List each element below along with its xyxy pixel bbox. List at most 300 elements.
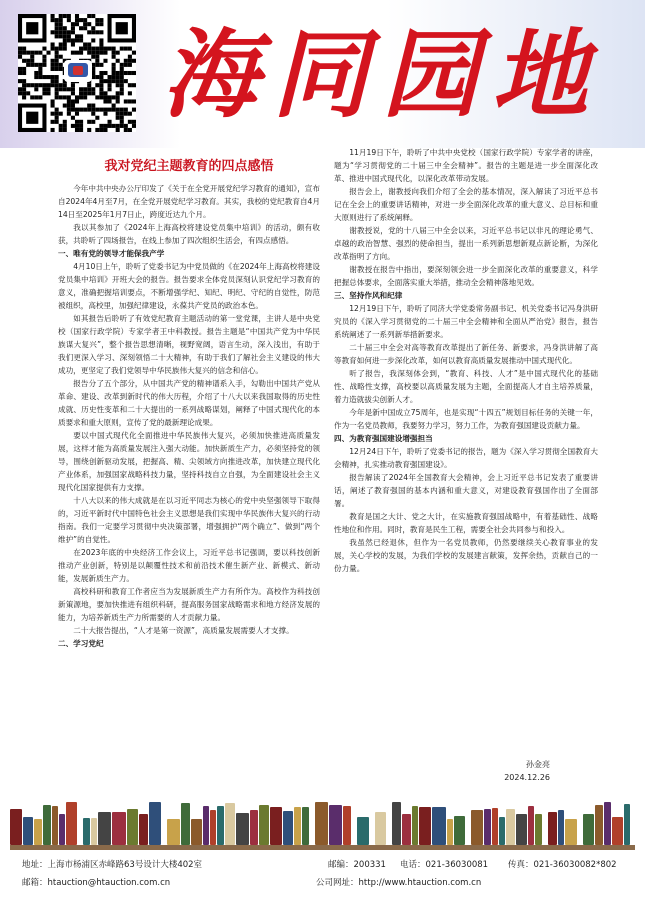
book-spine [375, 812, 386, 845]
article-paragraph: 高校科研和教育工作者应当为发展新质生产力有所作为。高校作为科技创新策源地，要加快推进有组织科研，提高服务国家战略需求和地方经济发展的能力，为培养新质生产力所需要的人才贡献力量。 [58, 587, 320, 622]
qr-module [112, 71, 116, 75]
article-section-heading: 一、唯有党的领导才能保我产学 [58, 249, 165, 258]
book-spine [225, 803, 235, 845]
book-spine [471, 810, 483, 845]
qr-module [26, 91, 30, 95]
qr-module [124, 63, 128, 67]
qr-module [83, 22, 87, 26]
qr-module [34, 51, 38, 55]
qr-module [99, 63, 103, 67]
book-spine [98, 812, 111, 845]
qr-module [71, 124, 75, 128]
book-spine [402, 814, 411, 845]
qr-module [30, 83, 34, 87]
qr-module [83, 95, 87, 99]
qr-module [59, 30, 63, 34]
qr-module [55, 51, 59, 55]
article-paragraph: 二十届三中全会对高等教育改革提出了新任务、新要求，冯身洪讲解了高等教育如何进一步深化改革，如何以教育高质量发展推动中国式现代化。 [334, 343, 598, 365]
book-spine [447, 819, 453, 845]
qr-module [116, 99, 120, 103]
book-spine [558, 810, 564, 845]
qr-module [59, 55, 63, 59]
article-section-heading: 四、为教育强国建设增强担当 [334, 434, 433, 443]
qr-module [103, 99, 107, 103]
qr-module [120, 75, 124, 79]
qr-module [63, 124, 67, 128]
qr-module [42, 63, 46, 67]
qr-module [55, 18, 59, 22]
bookshelf-illustration [10, 800, 635, 850]
book-spine [604, 802, 611, 845]
article-paragraph: 报告会上，谢教授向我们介绍了全会的基本情况，深入解读了习近平总书记在全会上的重要讲话精神，对进一步全面深化改革的重大意义、总目标和重大原则进行了系统阐释。 [334, 187, 598, 222]
qr-module [42, 55, 46, 59]
qr-module [55, 22, 59, 26]
qr-module [95, 22, 99, 26]
qr-module [83, 26, 87, 30]
qr-module [67, 38, 71, 42]
qr-module [99, 95, 103, 99]
qr-module [59, 112, 63, 116]
book-spine [343, 806, 351, 845]
qr-module [103, 124, 107, 128]
article-title: 我对党纪主题教育的四点感悟 [104, 159, 274, 174]
qr-module [51, 30, 55, 34]
book-spine [294, 807, 301, 845]
book-spine [52, 806, 58, 845]
qr-module [112, 47, 116, 51]
qr-module [95, 128, 99, 132]
qr-module [63, 14, 67, 18]
qr-module [132, 120, 136, 124]
qr-module [67, 30, 71, 34]
qr-module [67, 14, 71, 18]
qr-module [120, 47, 124, 51]
qr-module [103, 71, 107, 75]
article-paragraph: 谢教授说，党的十八届三中全会以来，习近平总书记以非凡的理论勇气、卓越的政治智慧、强烈的使命担当，提出一系列新思想新观点新论断，为深化改革指明了方向。 [334, 226, 598, 261]
qr-module [51, 128, 55, 132]
article-paragraph: 听了报告，我深刻体会到，“教育、科技、人才”是中国式现代化的基础性、战略性支撑，高校要以高质量发展为主题，全面提高人才自主培养质量，着力造就拔尖创新人才。 [334, 369, 598, 404]
qr-module [79, 34, 83, 38]
qr-module [59, 42, 63, 46]
article-paragraph: 要以中国式现代化全面推进中华民族伟大复兴，必须加快推进高质量发展，这样才能为高质量发展注入强大动能。加快新质生产力，必须坚持党的领导，围绕创新驱动发展，把握高、精、尖领域方向推进改革，加快建立现代化产业体系，加强国家战略科技力量，坚持科技自立自强，为全面建设社会主义现代化国家提供有力支撑。 [58, 431, 320, 492]
qr-module [75, 22, 79, 26]
book-spine [181, 803, 190, 845]
qr-module [112, 104, 116, 108]
qr-module [59, 124, 63, 128]
qr-module [55, 55, 59, 59]
book-spine [250, 810, 258, 845]
qr-module [42, 47, 46, 51]
qr-module [112, 95, 116, 99]
qr-module [51, 47, 55, 51]
qr-module [132, 83, 136, 87]
qr-module [132, 71, 136, 75]
qr-module [59, 47, 63, 51]
qr-module [22, 67, 26, 71]
book-spine [528, 806, 534, 845]
qr-module [75, 124, 79, 128]
qr-module [55, 120, 59, 124]
qr-module [95, 83, 99, 87]
qr-module [38, 67, 42, 71]
book-spine [357, 817, 369, 845]
qr-module [75, 18, 79, 22]
qr-module [26, 59, 30, 63]
qr-module [22, 83, 26, 87]
qr-module [63, 26, 67, 30]
qr-module [132, 59, 136, 63]
book-spine [329, 805, 342, 845]
qr-module [120, 79, 124, 83]
qr-module [46, 87, 50, 91]
qr-module [112, 55, 116, 59]
article-paragraph: 4月10日上午，聆听了党委书记为中党员做的《在2024年上海高校将建设党员集中培训》开班大会的报告。报告要求全体党员深刻认识党纪学习教育的意义，准确把握培训要点，不断增强学纪、知纪、明纪、守纪的自觉性，防范被组织，高校里，加强纪律建设，永葆共产党员的政治本色。 [58, 262, 320, 310]
qr-module [99, 42, 103, 46]
qr-module [63, 38, 67, 42]
book-spine [499, 817, 505, 845]
book-spine [91, 818, 97, 845]
qr-module [26, 51, 30, 55]
qr-module [55, 47, 59, 51]
article-paragraph: 如其报告后聆听了有效党纪教育主题活动的第一堂党课，主讲人是中央党校（国家行政学院）专家学者王中科教授。报告主题是“中国共产党为中华民族谋大复兴”，整个报告思想清晰，视野宽阔，语言生动，深入浅出，有助于我们更深入学习、深刻领悟二十大精神，有助于我们了解社会主义建设的伟大成功，更坚定了我们党领导中华民族伟大复兴的信念和信心。 [58, 314, 320, 375]
qr-module [71, 99, 75, 103]
qr-module [51, 104, 55, 108]
qr-module [51, 18, 55, 22]
qr-module [59, 63, 63, 67]
qr-module [103, 108, 107, 112]
book-spine [43, 805, 51, 845]
book-spine [484, 809, 491, 845]
qr-module [67, 87, 71, 91]
qr-module [46, 75, 50, 79]
qr-module [87, 91, 91, 95]
article-paragraph: 二十大报告提出，“人才是第一资源”，高质量发展需要人才支撑。 [73, 626, 294, 635]
qr-module [59, 34, 63, 38]
qr-module [30, 55, 34, 59]
qr-module [112, 63, 116, 67]
qr-module [22, 71, 26, 75]
qr-module [112, 124, 116, 128]
qr-module [30, 51, 34, 55]
qr-module [75, 112, 79, 116]
qr-module [95, 47, 99, 51]
qr-module [99, 22, 103, 26]
qr-module [75, 51, 79, 55]
qr-module [116, 59, 120, 63]
qr-module [59, 14, 63, 18]
book-spine [127, 809, 138, 845]
book-spine [315, 802, 328, 845]
qr-module [91, 47, 95, 51]
qr-module [91, 108, 95, 112]
qr-module [71, 30, 75, 34]
qr-module [116, 112, 120, 116]
qr-module [18, 51, 22, 55]
qr-module [22, 51, 26, 55]
qr-center-logo [64, 60, 92, 82]
qr-module [91, 38, 95, 42]
qr-module [55, 30, 59, 34]
qr-module [79, 95, 83, 99]
qr-module [75, 99, 79, 103]
qr-module [55, 108, 59, 112]
book-spine [112, 812, 126, 845]
qr-module [55, 59, 59, 63]
book-spine [167, 819, 180, 845]
qr-module [51, 63, 55, 67]
qr-module [112, 79, 116, 83]
qr-module [124, 128, 128, 132]
qr-module [42, 59, 46, 63]
article-paragraph: 报告解读了2024年全国教育大会精神，会上习近平总书记发表了重要讲话，阐述了教育强国的基本内涵和重大意义，对建设教育强国作出了全面部署。 [334, 473, 598, 508]
qr-module [71, 104, 75, 108]
qr-module [103, 112, 107, 116]
qr-module [108, 47, 112, 51]
qr-module [55, 116, 59, 120]
qr-module [42, 87, 46, 91]
qr-module [75, 14, 79, 18]
qr-module [91, 26, 95, 30]
qr-module [79, 51, 83, 55]
qr-module [91, 112, 95, 116]
qr-module [71, 87, 75, 91]
book-spine [612, 817, 623, 845]
qr-module [128, 55, 132, 59]
article-paragraph: 我虽然已经退休，但作为一名党员教师，仍然要继续关心教育事业的发展，关心学校的发展，为我们学校的发展建言献策，发挥余热，贡献自己的一份力量。 [334, 538, 598, 573]
masthead-title: 海同园地 [162, 18, 602, 131]
qr-module [128, 47, 132, 51]
qr-module [124, 71, 128, 75]
book-spine [149, 802, 161, 845]
qr-module [59, 95, 63, 99]
qr-module [124, 47, 128, 51]
qr-module [95, 18, 99, 22]
qr-module [63, 104, 67, 108]
qr-module [55, 34, 59, 38]
article-paragraph: 十八大以来的伟大成就是在以习近平同志为核心的党中央坚强领导下取得的，习近平新时代中国特色社会主义思想是我们实现中华民族伟大复兴的行动指南。我们一定要学习贯彻中央决策部署，增强拥护“两个确立”、做到“两个维护”的自觉性。 [58, 496, 320, 544]
qr-module [51, 99, 55, 103]
article-paragraph: 报告分了五个部分，从中国共产党的精神谱系入手，勾勒出中国共产党从革命、建设、改革到新时代的伟大历程，介绍了十八大以来我国取得的历史性成就、历史性变革和二十大提出的一系列战略谋划，阐释了中国式现代化的本质要求和重大原则，宣传了党的最新理论成果。 [58, 379, 320, 427]
qr-module [67, 104, 71, 108]
qr-module [116, 51, 120, 55]
qr-module [38, 51, 42, 55]
qr-module [46, 51, 50, 55]
qr-module [79, 128, 83, 132]
qr-module [34, 75, 38, 79]
qr-module [120, 124, 124, 128]
qr-module [120, 116, 124, 120]
qr-module [51, 83, 55, 87]
qr-module [59, 83, 63, 87]
qr-module [38, 63, 42, 67]
qr-module [99, 87, 103, 91]
qr-module [99, 51, 103, 55]
book-spine [203, 806, 209, 845]
book-spine [565, 819, 577, 845]
qr-module [71, 116, 75, 120]
qr-module [124, 108, 128, 112]
qr-module [108, 87, 112, 91]
qr-module [55, 95, 59, 99]
qr-module [112, 51, 116, 55]
qr-module [91, 91, 95, 95]
qr-module [103, 95, 107, 99]
footer-phone: 电话：021-36030081 [400, 860, 489, 870]
qr-module [71, 38, 75, 42]
qr-module [55, 83, 59, 87]
qr-module [95, 116, 99, 120]
article-paragraph: 12月19日下午，聆听了同济大学党委常务副书记、机关党委书记冯身洪研究员的《深入学习贯彻党的二十届三中全会精神和全面从严治党》报告，报告系统阐述了一系列新举措新要求。 [334, 304, 598, 339]
qr-module [83, 47, 87, 51]
qr-module [108, 124, 112, 128]
qr-module [128, 112, 132, 116]
qr-module [128, 71, 132, 75]
qr-module [128, 63, 132, 67]
book-spine [412, 806, 418, 845]
book-spine [516, 814, 527, 845]
qr-module [63, 42, 67, 46]
qr-module [71, 51, 75, 55]
book-spine [34, 819, 42, 845]
book-spine [59, 814, 65, 845]
qr-module [22, 47, 26, 51]
book-spine [191, 819, 202, 845]
qr-module [42, 83, 46, 87]
qr-module [124, 99, 128, 103]
qr-module [75, 95, 79, 99]
qr-module [103, 47, 107, 51]
qr-module [63, 95, 67, 99]
qr-module [71, 26, 75, 30]
qr-module [38, 95, 42, 99]
qr-module [87, 22, 91, 26]
qr-module [63, 83, 67, 87]
article-paragraph: 在2023年底的中央经济工作会议上，习近平总书记强调，要以科技创新推动产业创新，特别是以颠覆性技术和前沿技术催生新产业、新模式、新动能，发展新质生产力。 [58, 548, 320, 583]
qr-module [75, 108, 79, 112]
qr-module [51, 120, 55, 124]
qr-finder-mark [26, 112, 38, 124]
qr-module [91, 87, 95, 91]
qr-module [63, 34, 67, 38]
qr-module [79, 91, 83, 95]
qr-module [75, 128, 79, 132]
article-paragraph: 谢教授在报告中指出，要深刻领会进一步全面深化改革的重要意义，科学把握总体要求，全面落实重大举措，推动全会精神落地见效。 [334, 265, 598, 287]
qr-module [71, 108, 75, 112]
qr-module [87, 128, 91, 132]
book-spine [419, 807, 431, 845]
qr-module [87, 104, 91, 108]
qr-module [67, 108, 71, 112]
qr-module [79, 26, 83, 30]
book-spine [492, 808, 498, 845]
qr-module [95, 30, 99, 34]
qr-module [87, 47, 91, 51]
qr-module [51, 79, 55, 83]
qr-module [103, 91, 107, 95]
qr-module [116, 128, 120, 132]
qr-module [116, 83, 120, 87]
qr-module [108, 79, 112, 83]
qr-module [59, 67, 63, 71]
qr-module [30, 59, 34, 63]
qr-module [18, 91, 22, 95]
qr-module [83, 18, 87, 22]
book-spine [10, 809, 22, 845]
qr-module [87, 83, 91, 87]
qr-module [108, 83, 112, 87]
qr-module [22, 79, 26, 83]
qr-module [108, 120, 112, 124]
book-spine [217, 806, 224, 845]
qr-module [116, 108, 120, 112]
qr-module [120, 91, 124, 95]
qr-module [59, 128, 63, 132]
qr-module [99, 18, 103, 22]
qr-module [83, 91, 87, 95]
qr-module [71, 83, 75, 87]
qr-module [91, 30, 95, 34]
qr-module [55, 67, 59, 71]
qr-module [30, 95, 34, 99]
qr-module [87, 51, 91, 55]
qr-module [79, 47, 83, 51]
qr-module [95, 75, 99, 79]
footer-website[interactable]: 公司网址：http://www.htauction.com.cn [316, 878, 482, 888]
qr-module [51, 42, 55, 46]
qr-module [34, 71, 38, 75]
qr-module [42, 91, 46, 95]
qr-module [51, 59, 55, 63]
article-paragraph: 今年是新中国成立75周年，也是实现“十四五”规划目标任务的关键一年，作为一名党员教师，我要努力学习，努力工作，为教育强国建设贡献力量。 [334, 408, 598, 430]
qr-module [108, 95, 112, 99]
article-paragraph: 今年中共中央办公厅印发了《关于在全党开展党纪学习教育的通知》，宣布自2024年4月至7月，在全党开展党纪学习教育。其实，我校的党纪教育自4月14日至2025年1月7日止，跨度近达九个月。 [58, 184, 320, 219]
qr-module [87, 87, 91, 91]
shelf-board [10, 845, 635, 850]
qr-module [34, 87, 38, 91]
qr-module [120, 83, 124, 87]
qr-module [95, 95, 99, 99]
qr-module [128, 128, 132, 132]
qr-module [79, 108, 83, 112]
qr-module [18, 79, 22, 83]
qr-module [51, 67, 55, 71]
book-spine [392, 802, 401, 845]
qr-module [63, 120, 67, 124]
qr-module [79, 18, 83, 22]
book-spine [66, 802, 77, 845]
qr-module [99, 128, 103, 132]
qr-module [91, 51, 95, 55]
qr-module [75, 38, 79, 42]
qr-module [124, 124, 128, 128]
qr-module [108, 75, 112, 79]
footer-email[interactable]: 邮箱：htauction@htauction.com.cn [22, 878, 171, 888]
qr-module [103, 79, 107, 83]
qr-module [55, 79, 59, 83]
qr-module [120, 87, 124, 91]
qr-module [103, 51, 107, 55]
qr-module [128, 91, 132, 95]
qr-module [79, 124, 83, 128]
qr-module [18, 71, 22, 75]
qr-module [87, 108, 91, 112]
book-spine [283, 811, 293, 845]
book-spine [139, 814, 148, 845]
qr-module [87, 14, 91, 18]
article-paragraph: 11月19日下午，聆听了中共中央党校（国家行政学院）专家学者的讲座，题为“学习贯彻党的二十届三中全会精神”。报告的主题是进一步全面深化改革、推进中国式现代化，以深化改革带动发展。 [334, 148, 598, 183]
qr-module [38, 83, 42, 87]
qr-module [95, 51, 99, 55]
